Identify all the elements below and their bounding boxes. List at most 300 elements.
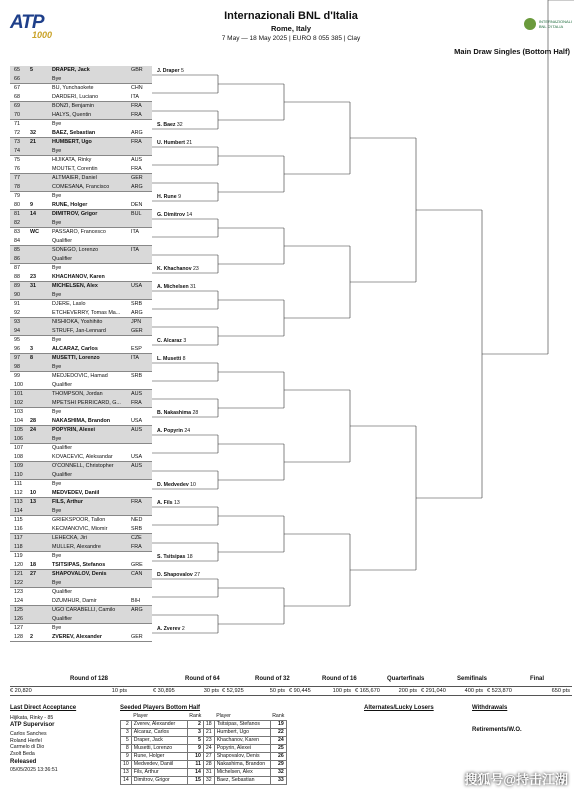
supervisor-name: Carmelo di Dio xyxy=(10,744,45,751)
winner-seed: 21 xyxy=(186,140,193,146)
country-code: ARG xyxy=(131,130,143,136)
seeded-title: Seeded Players Bottom Half xyxy=(120,705,201,711)
player-name: BONZI, Benjamin xyxy=(52,103,94,109)
draw-position: 104 xyxy=(14,418,23,424)
alternates-title: Alternates/Lucky Losers xyxy=(364,705,434,711)
round-of-64-player xyxy=(157,500,180,506)
retirements-title: Retirements/W.O. xyxy=(472,727,522,733)
player-name: HALYS, Quentin xyxy=(52,112,92,118)
round-points: 400 pts xyxy=(464,688,483,694)
prize-money-row xyxy=(10,676,572,698)
draw-position: 73 xyxy=(14,139,20,145)
player-name: Qualifier xyxy=(52,472,73,478)
round-label: Quarterfinals xyxy=(387,676,425,682)
draw-position: 123 xyxy=(14,589,23,595)
player-name: SONEGO, Lorenzo xyxy=(52,247,99,253)
seed-rank: 9 xyxy=(187,745,203,753)
winner-seed: 32 xyxy=(176,122,183,128)
winner-name: A. Popyrin xyxy=(157,428,183,434)
seed-row xyxy=(121,777,287,785)
player-name: ETCHEVERRY, Tomas Ma... xyxy=(52,310,121,316)
country-code: GER xyxy=(131,328,143,334)
player-name: MEDVEDEV, Daniil xyxy=(52,490,100,496)
round-of-64-player xyxy=(157,284,196,290)
draw-position: 103 xyxy=(14,409,23,415)
draw-position: 85 xyxy=(14,247,20,253)
player-name: Qualifier xyxy=(52,445,73,451)
seed-number: 28 xyxy=(203,761,214,769)
round-label: Final xyxy=(530,676,545,682)
player-name: Qualifier xyxy=(52,382,73,388)
draw-position: 70 xyxy=(14,112,20,118)
supervisor-list xyxy=(10,731,47,757)
draw-position: 91 xyxy=(14,301,20,307)
draw-position: 119 xyxy=(14,553,23,559)
round-of-64-player xyxy=(157,554,193,560)
supervisor-name: Carlos Sanches xyxy=(10,731,47,737)
seed-player: Khachanov, Karen xyxy=(214,737,270,745)
player-name: THOMPSON, Jordan xyxy=(52,391,103,397)
draw-position: 111 xyxy=(14,481,23,487)
winner-name: A. Fils xyxy=(157,500,173,506)
player-name: HIJIKATA, Rinky xyxy=(52,157,92,163)
round-prize: € 20,820 xyxy=(10,688,32,694)
draw-position: 101 xyxy=(14,391,23,397)
round-points: 200 pts xyxy=(398,688,417,694)
seed-player: Medvedev, Daniil xyxy=(131,761,187,769)
draw-position: 69 xyxy=(14,103,20,109)
country-code: ARG xyxy=(131,607,143,613)
round-of-64-player xyxy=(157,410,198,416)
player-name: Bye xyxy=(52,148,62,154)
player-name: LEHECKA, Jiri xyxy=(52,535,88,541)
seed-number: 23 xyxy=(203,737,214,745)
seed-row xyxy=(121,745,287,753)
seed-rank: 22 xyxy=(270,729,286,737)
winner-seed: 24 xyxy=(184,428,191,434)
sponsor-logo-text: INTERNAZIONALI BNL D'ITALIA xyxy=(538,19,572,29)
seed-row xyxy=(121,761,287,769)
draw-position: 97 xyxy=(14,355,20,361)
draw-position: 124 xyxy=(14,598,23,604)
round-prize: € 291,040 xyxy=(421,688,446,694)
winner-name: G. Dimitrov xyxy=(157,212,185,218)
country-code: NED xyxy=(131,517,143,523)
round-of-64-player xyxy=(157,140,192,146)
seed-player: Popyrin, Alexei xyxy=(214,745,270,753)
watermark: 搜狐号@持击江湖 xyxy=(464,772,568,787)
seed-player: Michelsen, Alex xyxy=(214,769,270,777)
seed-rank: 11 xyxy=(187,761,203,769)
draw-position: 80 xyxy=(14,202,20,208)
seed-rank: 10 xyxy=(187,753,203,761)
country-code: FRA xyxy=(131,400,142,406)
draw-position: 84 xyxy=(14,238,20,244)
seed-rank: 32 xyxy=(270,769,286,777)
seed-entry: 10 xyxy=(30,490,36,496)
draw-position: 76 xyxy=(14,166,20,172)
draw-position: 92 xyxy=(14,310,20,316)
player-name: NAKASHIMA, Brandon xyxy=(52,418,111,424)
winner-seed: 18 xyxy=(186,554,193,560)
round-prize: € 52,925 xyxy=(222,688,244,694)
round-points: 50 pts xyxy=(269,688,285,694)
round-points: 30 pts xyxy=(203,688,219,694)
draw-position: 72 xyxy=(14,130,20,136)
round-of-64-player xyxy=(157,482,196,488)
draw-position: 109 xyxy=(14,463,23,469)
draw-position: 128 xyxy=(14,634,23,640)
country-code: JPN xyxy=(131,319,142,325)
player-header: Player xyxy=(133,713,148,719)
seed-entry: 32 xyxy=(30,130,36,136)
player-name: O'CONNELL, Christopher xyxy=(52,463,114,469)
seed-player: Fils, Arthur xyxy=(131,769,187,777)
seed-player: Draper, Jack xyxy=(131,737,187,745)
round-of-64-player xyxy=(157,428,190,434)
draw-position: 121 xyxy=(14,571,23,577)
round-of-64-player xyxy=(157,572,200,578)
seed-entry: WC xyxy=(30,229,39,235)
draw-title: Main Draw Singles (Bottom Half) xyxy=(454,47,570,56)
draw-position: 90 xyxy=(14,292,20,298)
country-code: GER xyxy=(131,175,143,181)
draw-position: 82 xyxy=(14,220,20,226)
draw-position: 106 xyxy=(14,436,23,442)
country-code: ARG xyxy=(131,310,143,316)
seed-number: 10 xyxy=(121,761,132,769)
player-name: DIMITROV, Grigor xyxy=(52,211,98,217)
country-code: FRA xyxy=(131,499,142,505)
player-name: Bye xyxy=(52,337,62,343)
draw-position: 71 xyxy=(14,121,20,127)
player-name: MOUTET, Corentin xyxy=(52,166,98,172)
withdrawals-title: Withdrawals xyxy=(472,705,508,711)
player-name: Bye xyxy=(52,265,62,271)
winner-seed: 13 xyxy=(174,500,180,506)
country-code: ITA xyxy=(131,229,139,235)
player-name: Bye xyxy=(52,76,62,82)
round-of-64-player xyxy=(157,338,186,344)
supervisor-name: Roland Herfel xyxy=(10,737,42,744)
player-name: BU, Yunchaokete xyxy=(52,85,94,91)
winner-name: A. Zverev xyxy=(157,626,181,632)
player-name: DRAPER, Jack xyxy=(52,67,90,73)
seed-player: Dimitrov, Grigor xyxy=(131,777,187,785)
seed-player: Zverev, Alexander xyxy=(131,721,187,729)
draw-position: 118 xyxy=(14,544,23,550)
seed-entry: 9 xyxy=(30,202,33,208)
seed-entry: 24 xyxy=(30,427,36,433)
draw-position: 68 xyxy=(14,94,20,100)
player-name: Bye xyxy=(52,481,62,487)
country-code: USA xyxy=(131,418,143,424)
winner-name: J. Draper xyxy=(157,68,180,74)
seed-entry: 28 xyxy=(30,418,36,424)
seed-entry: 21 xyxy=(30,139,36,145)
round-points: 100 pts xyxy=(332,688,351,694)
draw-position: 67 xyxy=(14,85,20,91)
player-name: KHACHANOV, Karen xyxy=(52,274,105,280)
seed-rank: 5 xyxy=(187,737,203,745)
seed-row xyxy=(121,753,287,761)
round-prize: € 30,895 xyxy=(153,688,175,694)
round-of-64-player xyxy=(157,626,185,632)
draw-position: 74 xyxy=(14,148,20,154)
atp-logo-text: ATP xyxy=(10,12,44,33)
player-name: ALCARAZ, Carlos xyxy=(52,346,98,352)
draw-position: 112 xyxy=(14,490,23,496)
draw-position: 117 xyxy=(14,535,23,541)
seed-player: Humbert, Ugo xyxy=(214,729,270,737)
draw-position: 115 xyxy=(14,517,23,523)
country-code: GBR xyxy=(131,67,143,73)
round-label: Round of 64 xyxy=(185,676,220,682)
country-code: ITA xyxy=(131,355,139,361)
seed-entry: 3 xyxy=(30,346,33,352)
player-name: Bye xyxy=(52,193,62,199)
seed-entry: 27 xyxy=(30,571,36,577)
player-name: MEDJEDOVIC, Hamad xyxy=(52,373,108,379)
draw-position: 99 xyxy=(14,373,20,379)
seed-number: 5 xyxy=(121,737,132,745)
winner-name: C. Alcaraz xyxy=(157,338,182,344)
draw-position: 105 xyxy=(14,427,23,433)
seed-rank: 19 xyxy=(270,721,286,729)
player-name: UGO CARABELLI, Camilo xyxy=(52,607,116,613)
draw-position: 89 xyxy=(14,283,20,289)
country-code: CZE xyxy=(131,535,142,541)
round-label: Round of 32 xyxy=(255,676,290,682)
player-name: Qualifier xyxy=(52,256,73,262)
draw-position: 107 xyxy=(14,445,23,451)
draw-position: 79 xyxy=(14,193,20,199)
player-name: PASSARO, Francesco xyxy=(52,229,106,235)
country-code: AUS xyxy=(131,157,143,163)
seed-player: Baez, Sebastian xyxy=(214,777,270,785)
seed-player: Tsitsipas, Stefanos xyxy=(214,721,270,729)
player-name: Bye xyxy=(52,625,62,631)
seed-number: 32 xyxy=(203,777,214,785)
seed-rank: 26 xyxy=(270,753,286,761)
round-of-64-player xyxy=(157,194,181,200)
country-code: ESP xyxy=(131,346,142,352)
player-name: TSITSIPAS, Stefanos xyxy=(52,562,106,568)
player-name: Bye xyxy=(52,364,62,370)
player-name: MPETSHI PERRICARD, G... xyxy=(52,400,121,406)
seed-number: 8 xyxy=(121,745,132,753)
round-label: Round of 128 xyxy=(70,676,109,682)
draw-position: 78 xyxy=(14,184,20,190)
country-code: SRB xyxy=(131,301,143,307)
country-code: SRB xyxy=(131,526,143,532)
player-name: RUNE, Holger xyxy=(52,202,88,208)
winner-name: K. Khachanov xyxy=(157,266,192,272)
player-name: Qualifier xyxy=(52,589,73,595)
round-of-64-player xyxy=(157,68,184,74)
seed-player: Nakashima, Brandon xyxy=(214,761,270,769)
round-prize: € 90,445 xyxy=(289,688,311,694)
seed-entry: 8 xyxy=(30,355,33,361)
country-code: FRA xyxy=(131,166,142,172)
seed-player: Alcaraz, Carlos xyxy=(131,729,187,737)
seed-rank: 29 xyxy=(270,761,286,769)
draw-position: 88 xyxy=(14,274,20,280)
seed-entry: 14 xyxy=(30,211,36,217)
seed-number: 14 xyxy=(121,777,132,785)
winner-name: U. Humbert xyxy=(157,140,185,146)
player-name: NISHIOKA, Yoshihito xyxy=(52,319,103,325)
country-code: BUL xyxy=(131,211,142,217)
seed-rank: 2 xyxy=(187,721,203,729)
draw-position: 98 xyxy=(14,364,20,370)
country-code: GER xyxy=(131,634,143,640)
seed-number: 9 xyxy=(121,753,132,761)
seed-number: 27 xyxy=(203,753,214,761)
country-code: USA xyxy=(131,454,143,460)
country-code: AUS xyxy=(131,427,143,433)
player-name: HUMBERT, Ugo xyxy=(52,139,92,145)
player-name: Bye xyxy=(52,292,62,298)
tournament-title: Internazionali BNL d'Italia xyxy=(224,10,358,22)
country-code: FRA xyxy=(131,544,142,550)
tournament-info: 7 May — 18 May 2025 | EURO 8 055 385 | Clay xyxy=(221,35,361,42)
seed-row xyxy=(121,721,287,729)
country-code: CAN xyxy=(131,571,143,577)
winner-name: B. Nakashima xyxy=(157,410,192,416)
rank-header: Rank xyxy=(272,713,285,719)
winner-seed: 31 xyxy=(190,284,196,290)
country-code: CHN xyxy=(131,85,143,91)
player-name: ZVEREV, Alexander xyxy=(52,634,102,640)
seed-entry: 2 xyxy=(30,634,33,640)
player-name: FILS, Arthur xyxy=(52,499,83,505)
round-of-64-player xyxy=(157,266,199,272)
draw-position: 120 xyxy=(14,562,23,568)
seed-number: 18 xyxy=(203,721,214,729)
player-name: DZUMHUR, Damir xyxy=(52,598,97,604)
seed-rank: 24 xyxy=(270,737,286,745)
supervisor-name: Zsolt Beda xyxy=(10,750,35,757)
seed-player: Rune, Holger xyxy=(131,753,187,761)
round-points: 10 pts xyxy=(111,688,127,694)
draw-position: 95 xyxy=(14,337,20,343)
supervisor-title: ATP Supervisor xyxy=(10,722,55,728)
seed-rank: 14 xyxy=(187,769,203,777)
seed-rank: 15 xyxy=(187,777,203,785)
draw-position: 122 xyxy=(14,580,23,586)
tournament-location: Rome, Italy xyxy=(270,24,311,33)
player-name: ALTMAIER, Daniel xyxy=(52,175,97,181)
winner-name: S. Baez xyxy=(157,122,176,128)
player-name: Bye xyxy=(52,580,62,586)
player-name: KOVACEVIC, Aleksandar xyxy=(52,454,113,460)
seed-player: Shapovalov, Denis xyxy=(214,753,270,761)
seed-number: 3 xyxy=(121,729,132,737)
draw-position: 113 xyxy=(14,499,23,505)
draw-position: 102 xyxy=(14,400,23,406)
draw-position: 116 xyxy=(14,526,23,532)
seed-number: 21 xyxy=(203,729,214,737)
rank-header: Rank xyxy=(189,713,202,719)
draw-position: 114 xyxy=(14,508,23,514)
seed-table-header xyxy=(121,713,287,721)
round-of-64-player xyxy=(157,356,186,362)
winner-seed: 14 xyxy=(186,212,193,218)
seed-number: 2 xyxy=(121,721,132,729)
player-name: MICHELSEN, Alex xyxy=(52,283,98,289)
draw-position: 65 xyxy=(14,67,20,73)
draw-position: 81 xyxy=(14,211,20,217)
country-code: FRA xyxy=(131,112,142,118)
winner-seed: 9 xyxy=(178,194,181,200)
country-code: BIH xyxy=(131,598,140,604)
draw-position: 108 xyxy=(14,454,23,460)
released-value: 05/05/2025 13:36:51 xyxy=(10,767,58,773)
draw-position: 75 xyxy=(14,157,20,163)
draw-position: 94 xyxy=(14,328,20,334)
draw-position: 96 xyxy=(14,346,20,352)
seed-entry: 23 xyxy=(30,274,36,280)
draw-position: 126 xyxy=(14,616,23,622)
draw-position: 77 xyxy=(14,175,20,181)
player-name: SHAPOVALOV, Denis xyxy=(52,571,107,577)
round-of-64-player xyxy=(157,212,192,218)
seed-row xyxy=(121,737,287,745)
player-name: Qualifier xyxy=(52,616,73,622)
seed-number: 31 xyxy=(203,769,214,777)
seed-number: 24 xyxy=(203,745,214,753)
round-label: Round of 16 xyxy=(322,676,357,682)
draw-position: 66 xyxy=(14,76,20,82)
draw-position: 87 xyxy=(14,265,20,271)
player-name: Bye xyxy=(52,553,62,559)
seed-row xyxy=(121,769,287,777)
seed-rank: 33 xyxy=(270,777,286,785)
country-code: FRA xyxy=(131,103,142,109)
player-name: KECMANOVIC, Miomir xyxy=(52,526,108,532)
winner-name: L. Musetti xyxy=(157,356,182,362)
winner-name: D. Medvedev xyxy=(157,482,189,488)
winner-seed: 27 xyxy=(194,572,200,578)
seed-entry: 31 xyxy=(30,283,36,289)
seed-rank: 3 xyxy=(187,729,203,737)
winner-seed: 10 xyxy=(190,482,196,488)
draw-position: 110 xyxy=(14,472,23,478)
masters-1000-text: 1000 xyxy=(32,30,53,40)
seeded-players-table xyxy=(120,713,287,785)
winner-seed: 8 xyxy=(182,356,186,362)
seed-rank: 25 xyxy=(270,745,286,753)
winner-seed: 5 xyxy=(180,68,184,74)
draw-position: 127 xyxy=(14,625,23,631)
player-name: MULLER, Alexandre xyxy=(52,544,101,550)
player-name: COMESANA, Francisco xyxy=(52,184,110,190)
player-name: Qualifier xyxy=(52,238,73,244)
country-code: USA xyxy=(131,283,143,289)
seed-entry: 5 xyxy=(30,67,33,73)
draw-position: 125 xyxy=(14,607,23,613)
winner-name: S. Tsitsipas xyxy=(157,554,186,560)
winner-name: H. Rune xyxy=(157,194,177,200)
seed-row xyxy=(121,729,287,737)
winner-seed: 2 xyxy=(181,626,185,632)
last-direct-value: Hijikata, Rinky - 85 xyxy=(10,715,54,721)
round-prize: € 523,870 xyxy=(487,688,512,694)
player-header: Player xyxy=(216,713,231,719)
player-name: STRUFF, Jan-Lennard xyxy=(52,328,106,334)
last-direct-title: Last Direct Acceptance xyxy=(10,705,77,711)
